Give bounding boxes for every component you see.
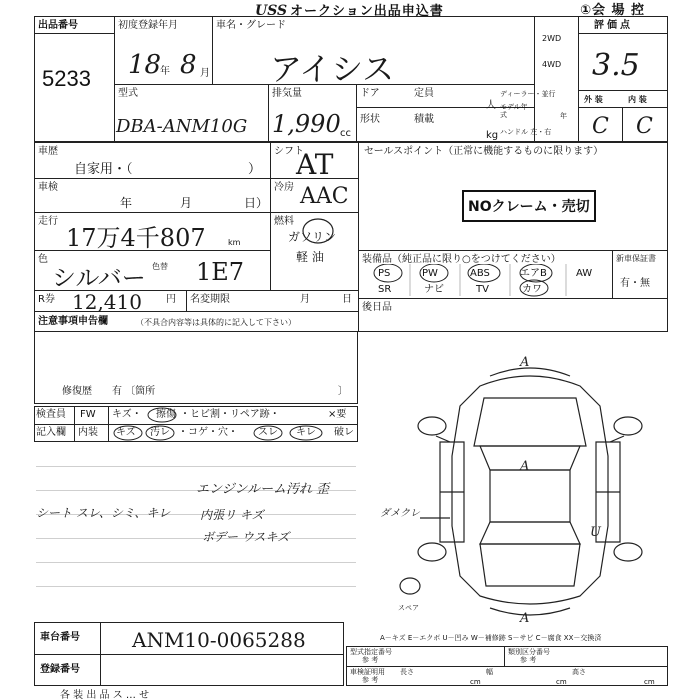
form-title: オークション出品申込書 bbox=[290, 4, 444, 19]
rear-seat-label: 後日品 bbox=[362, 302, 392, 313]
no-claim-stamp: NOクレーム・売切 bbox=[462, 190, 596, 222]
mark-rear: A bbox=[520, 611, 530, 626]
warranty-value: 有・無 bbox=[620, 278, 650, 289]
registration-month-value: 8 bbox=[180, 50, 197, 80]
equip-sr: SR bbox=[378, 284, 392, 295]
aircon-label: 冷房 bbox=[274, 182, 294, 193]
inspector-circle-marks bbox=[108, 406, 358, 442]
diagram-callout: ダメクレ bbox=[380, 508, 420, 519]
usage-label: 車歴 bbox=[38, 146, 58, 157]
header-logo: USS bbox=[255, 3, 288, 19]
color-value: シルバー bbox=[52, 264, 146, 292]
capacity-label: 定員 bbox=[414, 88, 434, 99]
interior-label: 内 装 bbox=[628, 95, 647, 104]
color-code-value: 1E7 bbox=[196, 258, 245, 286]
remark-engine: エンジンルーム汚れ 歪 bbox=[196, 482, 330, 497]
repair-history-value: 有 〔箇所 bbox=[112, 386, 156, 397]
class-number-label: 類別区分番号 bbox=[508, 648, 550, 656]
inspector-label-1: 検査員 bbox=[36, 409, 66, 420]
recycle-label: R券 bbox=[38, 294, 55, 305]
color-label: 色 bbox=[38, 254, 48, 265]
drive-2wd: 2WD bbox=[542, 34, 562, 43]
displacement-value: 1,990 bbox=[272, 110, 341, 138]
color-code-label: 色替 bbox=[152, 262, 168, 271]
equip-pw: PW bbox=[422, 268, 438, 279]
lot-number-value: 5233 bbox=[42, 66, 91, 91]
aircon-value: AAC bbox=[300, 184, 349, 209]
name-change-label: 名変期限 bbox=[190, 294, 230, 305]
interior-grade: C bbox=[636, 114, 653, 139]
bottom-partial-text: 各 装 出 品 ス … せ bbox=[60, 690, 150, 700]
remark-seat: シート スレ、シミ、キレ bbox=[36, 506, 171, 520]
equipment-label: 装備品（純正品に限り○をつけてください） bbox=[362, 254, 561, 265]
sales-points-label: セールスポイント（正常に機能するものに限ります） bbox=[364, 146, 604, 157]
exterior-grade: C bbox=[592, 114, 609, 139]
first-registration-label: 初度登録年月 bbox=[118, 20, 178, 31]
repair-history-label: 修復歴 bbox=[62, 386, 92, 397]
car-name-label: 車名・グレード bbox=[216, 20, 286, 31]
fuel-option-diesel: 軽 油 bbox=[296, 250, 324, 264]
notes-sub: （不具合内容等は具体的に記入して下さい） bbox=[136, 318, 296, 327]
mark-right-door: U bbox=[590, 525, 601, 540]
recycle-value: 12,410 bbox=[72, 290, 142, 314]
exterior-label: 外 装 bbox=[584, 95, 603, 104]
handle-label: ハンドル 左・右 bbox=[500, 128, 552, 136]
equip-navi: ナビ bbox=[424, 284, 444, 295]
chassis-label: 車台番号 bbox=[40, 632, 80, 643]
lot-number-label: 出品番号 bbox=[38, 20, 78, 31]
model-year-label: モデル年式 bbox=[500, 103, 528, 119]
fuel-option-gasoline: ガソリン bbox=[288, 230, 337, 244]
car-name-value: アイシス bbox=[270, 50, 395, 88]
equip-abs: ABS bbox=[470, 268, 490, 279]
load-label: 積載 bbox=[414, 114, 434, 125]
equip-kawa: カワ bbox=[522, 284, 542, 295]
equipment-grid bbox=[370, 266, 610, 298]
dealer-label: ディーラー・並行 bbox=[500, 90, 556, 98]
model-value: DBA-ANM10G bbox=[116, 116, 248, 137]
registration-year-value: 18 bbox=[128, 50, 162, 80]
venue-copy-label: ①会 場 控 bbox=[580, 3, 646, 18]
car-damage-diagram bbox=[380, 346, 680, 630]
equip-tv: TV bbox=[476, 284, 489, 295]
mark-front: A bbox=[520, 355, 530, 370]
shift-label: シフト bbox=[274, 146, 304, 157]
fuel-label: 燃料 bbox=[274, 216, 294, 227]
displacement-label: 排気量 bbox=[272, 88, 302, 99]
equip-ps: PS bbox=[378, 268, 391, 279]
chassis-value: ANM10-0065288 bbox=[132, 628, 306, 652]
drive-4wd: 4WD bbox=[542, 60, 562, 69]
inspector-label-2: 記入欄 bbox=[36, 427, 66, 438]
cert-label: 車検証明用 bbox=[350, 668, 385, 676]
notes-label: 注意事項申告欄 bbox=[38, 316, 108, 327]
model-label: 型式 bbox=[118, 88, 138, 99]
inspection-label: 車検 bbox=[38, 182, 58, 193]
fuel-circle-mark bbox=[300, 216, 336, 246]
mark-roof: A bbox=[520, 459, 530, 474]
shape-label: 形状 bbox=[360, 114, 380, 125]
mileage-label: 走行 bbox=[38, 216, 58, 227]
door-label: ドア bbox=[360, 88, 380, 99]
remark-trim: 内張リ キズ bbox=[200, 508, 264, 522]
remark-body: ボデー ウスキズ bbox=[202, 530, 290, 544]
damage-legend: A－キズ E－エクボ U－凹み W－補修跡 S－サビ C－腐食 XX－交換済 bbox=[380, 634, 602, 642]
shift-value: AT bbox=[296, 148, 334, 181]
spare-tire-label: スペア bbox=[398, 604, 419, 612]
rating-label: 評価点 bbox=[594, 20, 633, 31]
usage-value: 自家用・（ bbox=[74, 162, 133, 177]
mileage-value: 17万4千807 bbox=[66, 224, 206, 252]
equip-airbag: エアB bbox=[520, 268, 547, 279]
type-designation-label: 型式指定番号 bbox=[350, 648, 392, 656]
registration-number-label: 登録番号 bbox=[40, 664, 80, 675]
warranty-label: 新車保証書 bbox=[616, 254, 656, 263]
rating-value: 3.5 bbox=[592, 48, 640, 83]
equip-aw: AW bbox=[576, 268, 593, 279]
